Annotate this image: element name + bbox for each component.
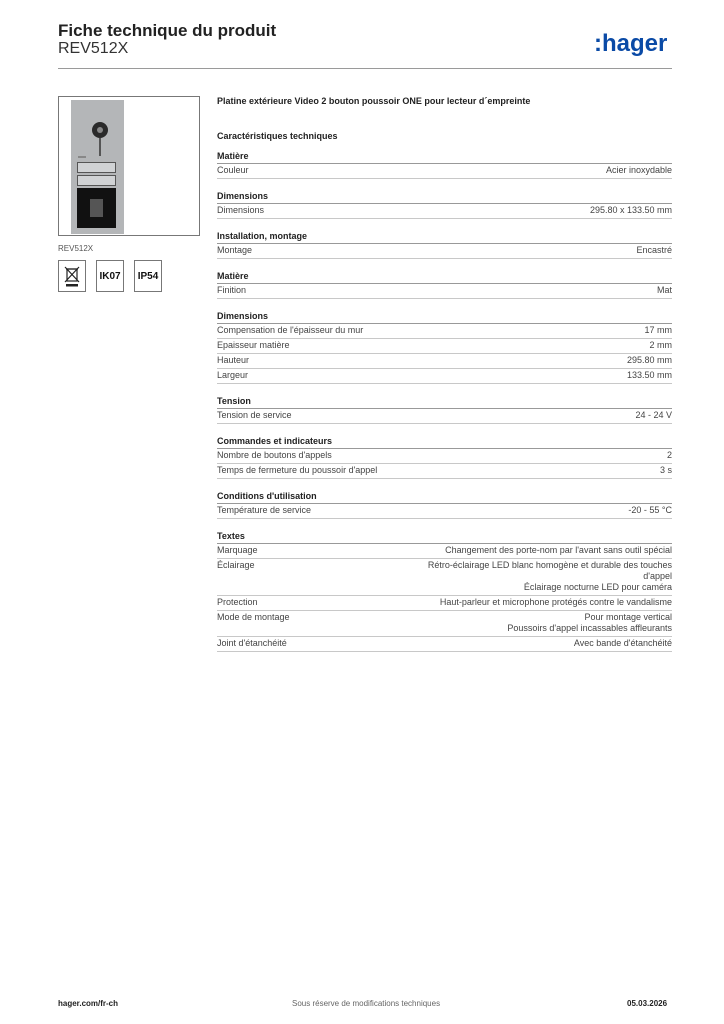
spec-label: Montage xyxy=(217,245,253,255)
spec-row xyxy=(217,464,672,479)
spec-value: -20 - 55 °C xyxy=(628,505,672,515)
spec-group xyxy=(217,530,672,652)
spec-label: Finition xyxy=(217,285,247,295)
footer-website[interactable]: hager.com/fr-ch xyxy=(58,999,119,1008)
spec-label: Marquage xyxy=(217,545,258,555)
spec-label: Protection xyxy=(217,597,258,607)
spec-groups xyxy=(217,150,672,663)
spec-group xyxy=(217,310,672,384)
product-image xyxy=(58,96,200,236)
spec-row xyxy=(217,596,672,611)
spec-group-title: Dimensions xyxy=(217,190,672,204)
product-reference: REV512X xyxy=(58,40,129,57)
spec-row xyxy=(217,544,672,559)
camera-icon xyxy=(92,122,108,138)
spec-label: Temps de fermeture du poussoir d'appel xyxy=(217,465,378,475)
spec-value: 2 mm xyxy=(649,340,672,350)
hager-logo-text: :hager xyxy=(594,30,668,57)
spec-value: 295.80 mm xyxy=(626,355,672,365)
spec-value: Encastré xyxy=(636,245,672,255)
spec-label: Température de service xyxy=(217,505,312,515)
camera-mount xyxy=(99,138,101,156)
spec-value: 24 - 24 V xyxy=(635,410,672,420)
page-title: Fiche technique du produit xyxy=(58,21,277,40)
spec-group-title: Matière xyxy=(217,150,672,164)
hager-logo xyxy=(594,27,674,57)
spec-row xyxy=(217,324,672,339)
spec-value: Mat xyxy=(656,285,672,295)
spec-value: Avec bande d'étanchéité xyxy=(573,638,672,648)
spec-row xyxy=(217,339,672,354)
spec-row xyxy=(217,611,672,637)
spec-label: Couleur xyxy=(217,165,249,175)
spec-row xyxy=(217,504,672,519)
spec-value: 17 mm xyxy=(644,325,672,335)
spec-group xyxy=(217,190,672,219)
spec-row xyxy=(217,449,672,464)
spec-row xyxy=(217,284,672,299)
spec-row xyxy=(217,409,672,424)
spec-group xyxy=(217,150,672,179)
spec-group-title: Matière xyxy=(217,270,672,284)
spec-label: Éclairage xyxy=(217,560,255,570)
spec-value: Acier inoxydable xyxy=(605,165,672,175)
footer-date: 05.03.2026 xyxy=(627,999,668,1008)
spec-value: 3 s xyxy=(659,465,672,475)
spec-value: 295.80 x 133.50 mm xyxy=(589,205,672,215)
section-title: Caractéristiques techniques xyxy=(217,131,338,141)
door-station-panel xyxy=(71,100,124,234)
spec-value: 2 xyxy=(666,450,672,460)
footer-disclaimer: Sous réserve de modifications techniques xyxy=(292,999,441,1008)
spec-value: 133.50 mm xyxy=(626,370,672,380)
spec-label: Dimensions xyxy=(217,205,265,215)
spec-label: Hauteur xyxy=(217,355,250,365)
ip-rating-badge: IP54 xyxy=(134,260,162,292)
spec-value: Rétro-éclairage LED blanc homogène et durable des touches d'appel Éclairage nocturne LED pour caméra xyxy=(427,560,672,592)
spec-group-title: Tension xyxy=(217,395,672,409)
spec-group-title: Conditions d'utilisation xyxy=(217,490,672,504)
panel-label xyxy=(78,156,86,158)
crossed-bin-icon xyxy=(63,265,81,287)
call-button-2 xyxy=(77,175,116,186)
ik-rating-badge: IK07 xyxy=(96,260,124,292)
product-caption: REV512X xyxy=(58,244,94,253)
spec-row xyxy=(217,244,672,259)
spec-value: Haut-parleur et microphone protégés contre le vandalisme xyxy=(439,597,672,607)
spec-label: Epaisseur matière xyxy=(217,340,290,350)
spec-label: Joint d'étanchéité xyxy=(217,638,287,648)
call-button-1 xyxy=(77,162,116,173)
spec-label: Tension de service xyxy=(217,410,292,420)
weee-bin-icon xyxy=(58,260,86,292)
spec-row xyxy=(217,369,672,384)
spec-row xyxy=(217,559,672,596)
spec-row xyxy=(217,354,672,369)
spec-group-title: Commandes et indicateurs xyxy=(217,435,672,449)
spec-group-title: Dimensions xyxy=(217,310,672,324)
spec-label: Compensation de l'épaisseur du mur xyxy=(217,325,364,335)
spec-group xyxy=(217,435,672,479)
spec-label: Mode de montage xyxy=(217,612,290,622)
header-divider xyxy=(58,68,672,69)
spec-group-title: Installation, montage xyxy=(217,230,672,244)
spec-group xyxy=(217,490,672,519)
spec-label: Nombre de boutons d'appels xyxy=(217,450,332,460)
spec-value: Changement des porte-nom par l'avant sans outil spécial xyxy=(445,545,672,555)
spec-row xyxy=(217,204,672,219)
product-description: Platine extérieure Video 2 bouton poussoir ONE pour lecteur d´empreinte xyxy=(217,96,531,106)
spec-group xyxy=(217,270,672,299)
spec-group-title: Textes xyxy=(217,530,672,544)
spec-label: Largeur xyxy=(217,370,249,380)
spec-row xyxy=(217,164,672,179)
spec-row xyxy=(217,637,672,652)
spec-value: Pour montage vertical Poussoirs d'appel incassables affleurants xyxy=(507,612,672,633)
fingerprint-reader xyxy=(77,188,116,228)
spec-group xyxy=(217,230,672,259)
spec-group xyxy=(217,395,672,424)
